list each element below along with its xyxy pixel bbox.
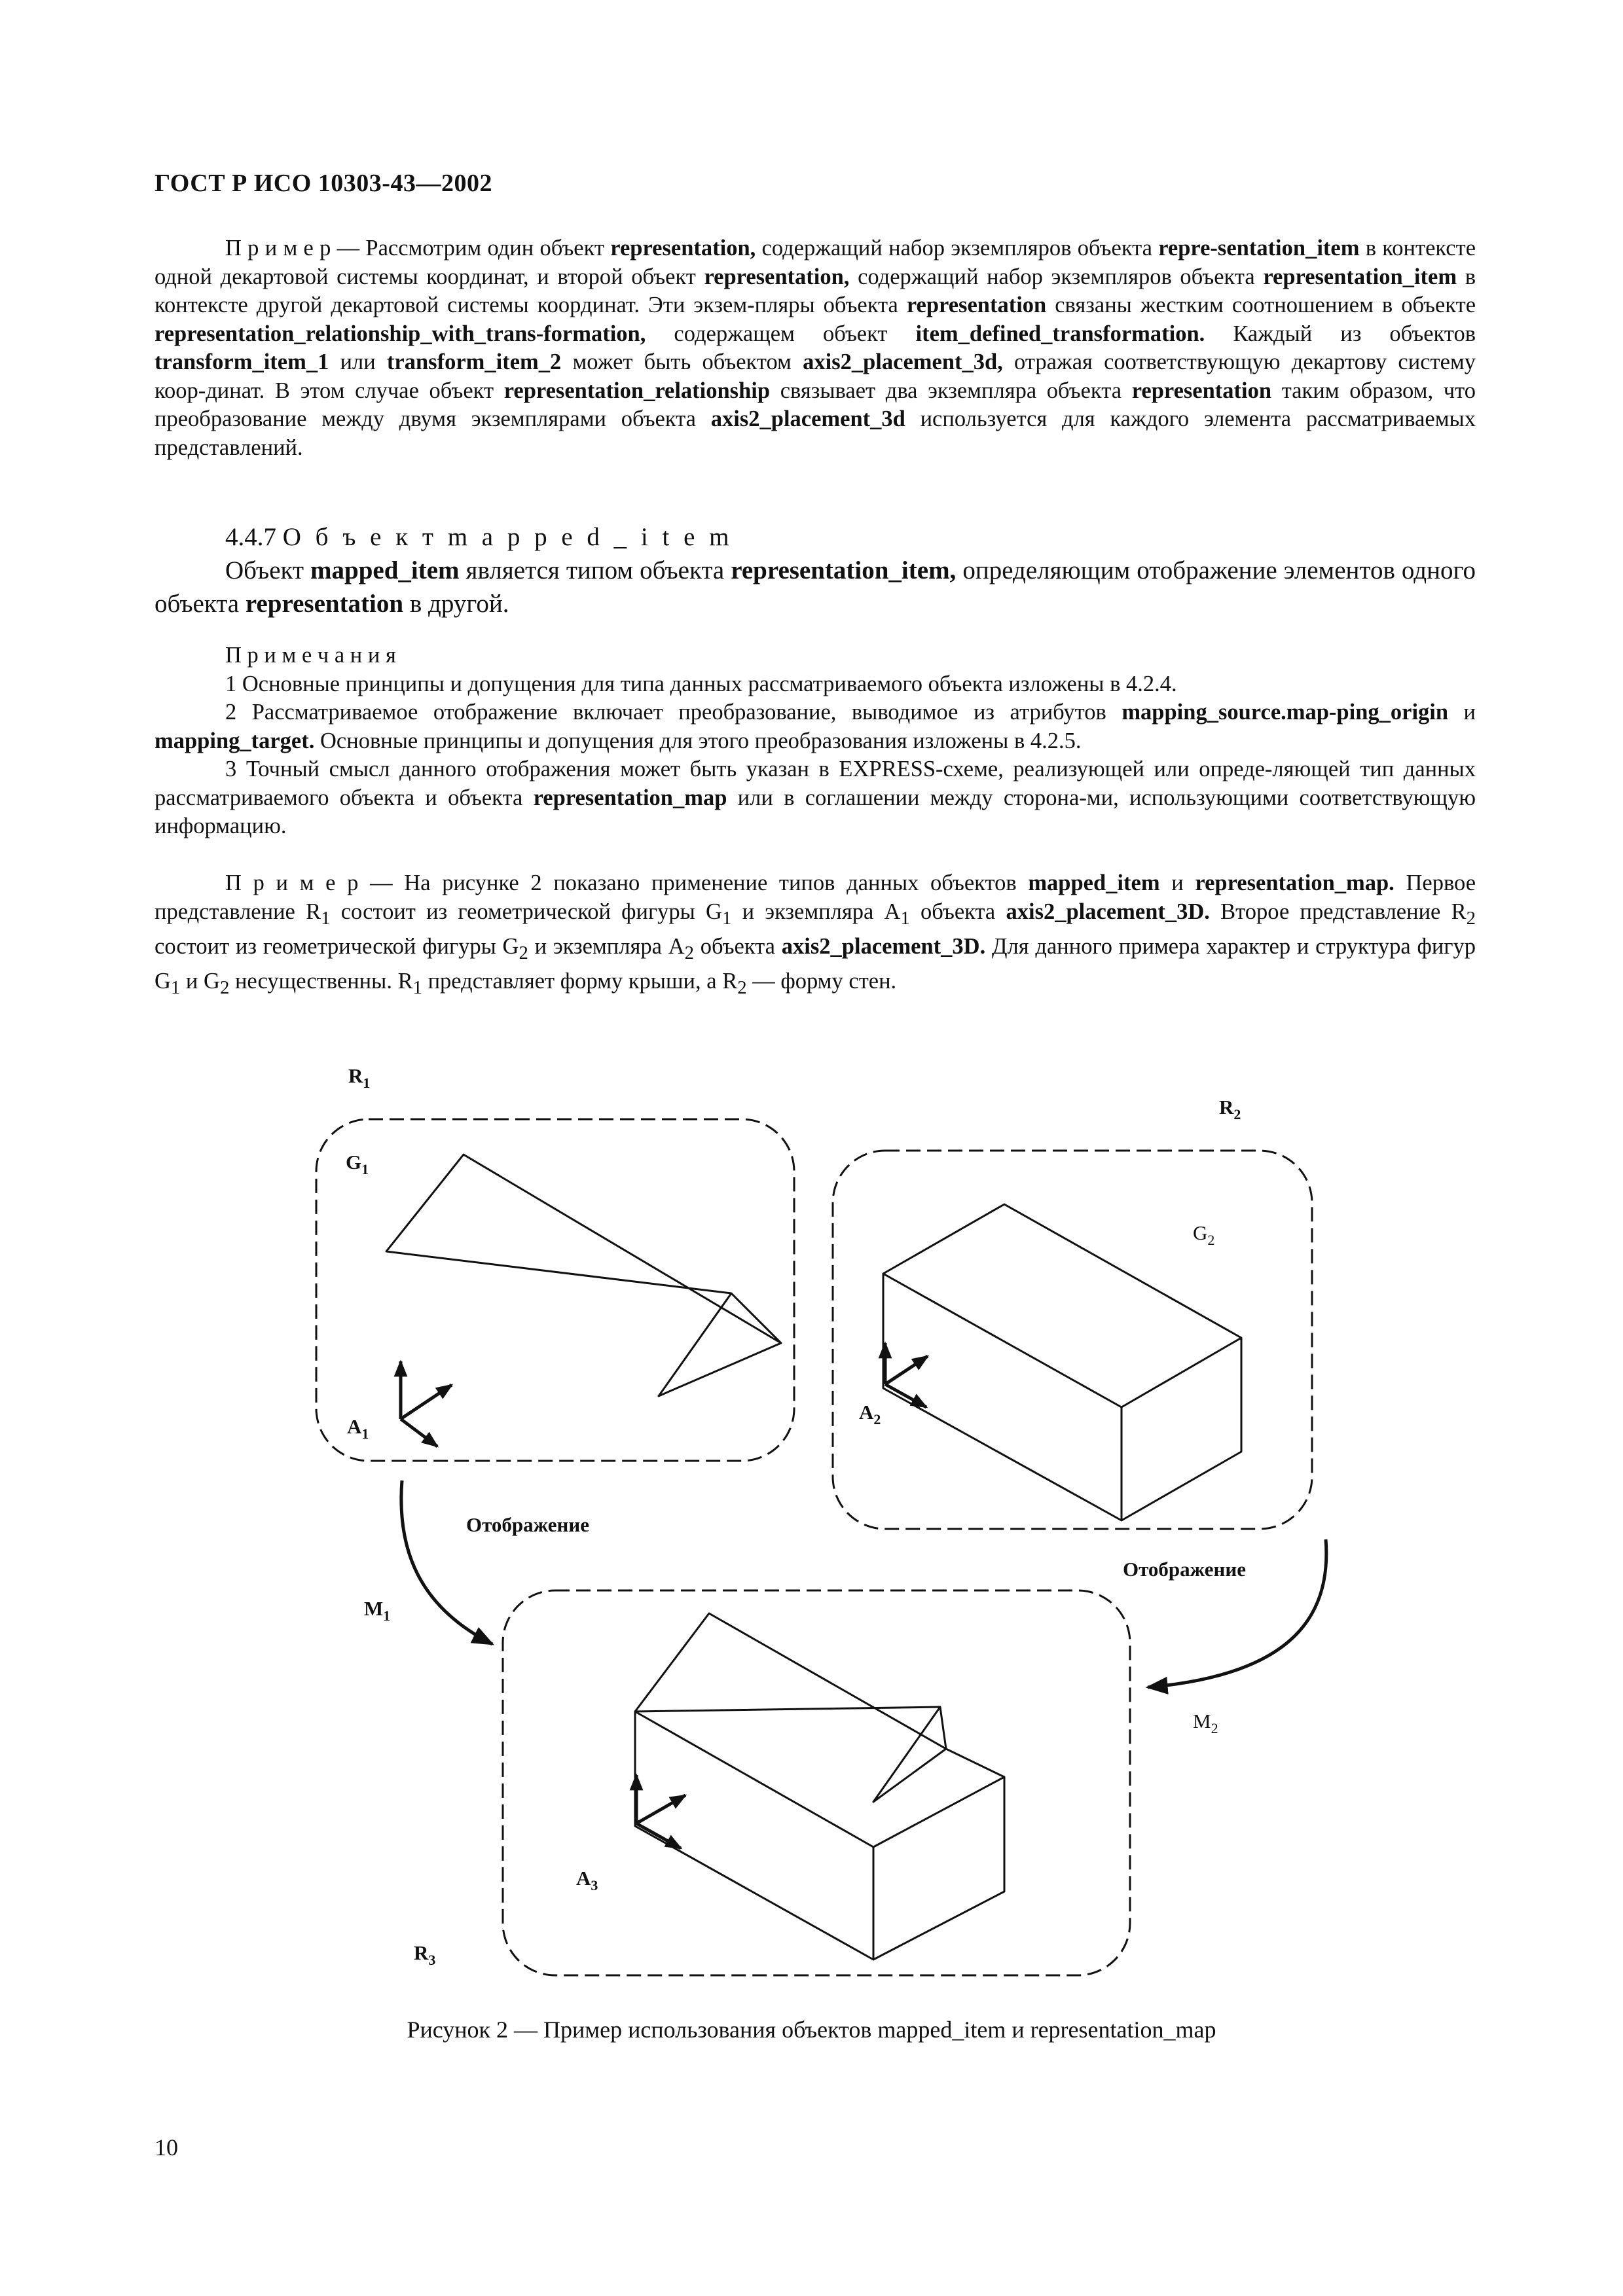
section-body: Объект mapped_item является типом объекта representation_item, определяющим отображение элементов одного объекта representation в другой. xyxy=(155,556,1476,618)
g1-roof-shape xyxy=(386,1155,781,1396)
r1-boundary xyxy=(316,1119,794,1461)
r2-label: $R_2$ xyxy=(1219,1096,1241,1122)
r3-label: $R_3$ xyxy=(414,1941,436,1968)
note-2: 2 Рассматриваемое отображение включает преобразование, выводимое из атрибутов mapping_source.map-ping_origin и mapping_target. Основные принципы и допущения для этого преобразования изложены в 4.2.5. xyxy=(155,700,1476,753)
mapping-label-right: Отображение xyxy=(1123,1558,1246,1581)
example-paragraph-1: П р и м е р — Рассмотрим один объект representation, содержащий набор экземпляров объекта repre-sentation_item в контексте одной декартовой системы координат, и второй объект representation, содержащий набор экземпляров объекта representation_item в контексте другой декартовой системы координат. Эти экзем-пляры объекта representation связаны жестким соотношением в объекте representation_relationship_with_trans-formation, содержащем объект item_defined_transformation. Каждый из объектов transform_item_1 или transform_item_2 может быть объектом axis2_placement_3d, отражая соответствующую декартову систему коор-динат. В этом случае объект representation_relationship связывает два экземпляра объекта representation таким образом, что преобразование между двумя экземплярами объекта axis2_placement_3d используется для каждого элемента рассматриваемых представлений. xyxy=(155,236,1476,460)
g2-walls-shape xyxy=(883,1204,1241,1520)
mapping-label-left: Отображение xyxy=(466,1513,589,1536)
a1-label: $A_1$ xyxy=(347,1415,369,1442)
a2-label: $A_2$ xyxy=(859,1401,881,1427)
a1-axes xyxy=(401,1361,452,1446)
m2-label: $M_2$ xyxy=(1193,1710,1218,1736)
note-3: 3 Точный смысл данного отображения может быть указан в EXPRESS-схеме, реализующей или опреде-ляющей тип данных рассматриваемого объекта и объекта representation_map или в соглашении между сторона-ми, использующими соответствующую информацию. xyxy=(155,757,1476,838)
example-paragraph-2: П р и м е р — На рисунке 2 показано применение типов данных объектов mapped_item и representation_map. Первое представление $R_1$ состоит из геометрической фигуры $G_1$ и экземпляра $A_1$ объекта axis2_placement_3D. Второе представление $R_2$ состоит из геометрической фигуры $G_2$ и экземпляра $A_2$ объекта axis2_placement_3D. Для данного примера характер и структура фигур $G_1$ и $G_2$ несущественны. $R_1$ представляет форму крыши, а $R_2$ — форму стен. xyxy=(155,870,1476,999)
r2-boundary xyxy=(833,1151,1312,1529)
notes-heading: П р и м е ч а н и я xyxy=(225,643,396,668)
r1-label: $R_1$ xyxy=(348,1064,371,1091)
a3-axes xyxy=(636,1775,685,1848)
page-number: 10 xyxy=(155,2134,178,2161)
a2-axes xyxy=(885,1343,928,1407)
standard-header: ГОСТ Р ИСО 10303-43—2002 xyxy=(155,170,492,197)
g1-label: $G_1$ xyxy=(346,1151,369,1177)
a3-label: $A_3$ xyxy=(576,1867,598,1893)
m1-label: $M_1$ xyxy=(364,1597,391,1624)
g2-label: $G_2$ xyxy=(1193,1221,1215,1248)
g3-house-shape xyxy=(635,1613,1004,1960)
figure-caption: Рисунок 2 — Пример использования объектов mapped_item и representation_map xyxy=(407,2017,1216,2043)
section-heading: 4.4.7 О б ъ е к т m a p p e d _ i t e m xyxy=(225,523,733,551)
note-1: 1 Основные принципы и допущения для типа данных рассматриваемого объекта изложены в 4.2.4. xyxy=(225,671,1177,696)
r3-boundary xyxy=(503,1590,1130,1975)
m1-mapping-arrow xyxy=(401,1480,492,1644)
example-lead: П р и м е р xyxy=(225,236,331,260)
